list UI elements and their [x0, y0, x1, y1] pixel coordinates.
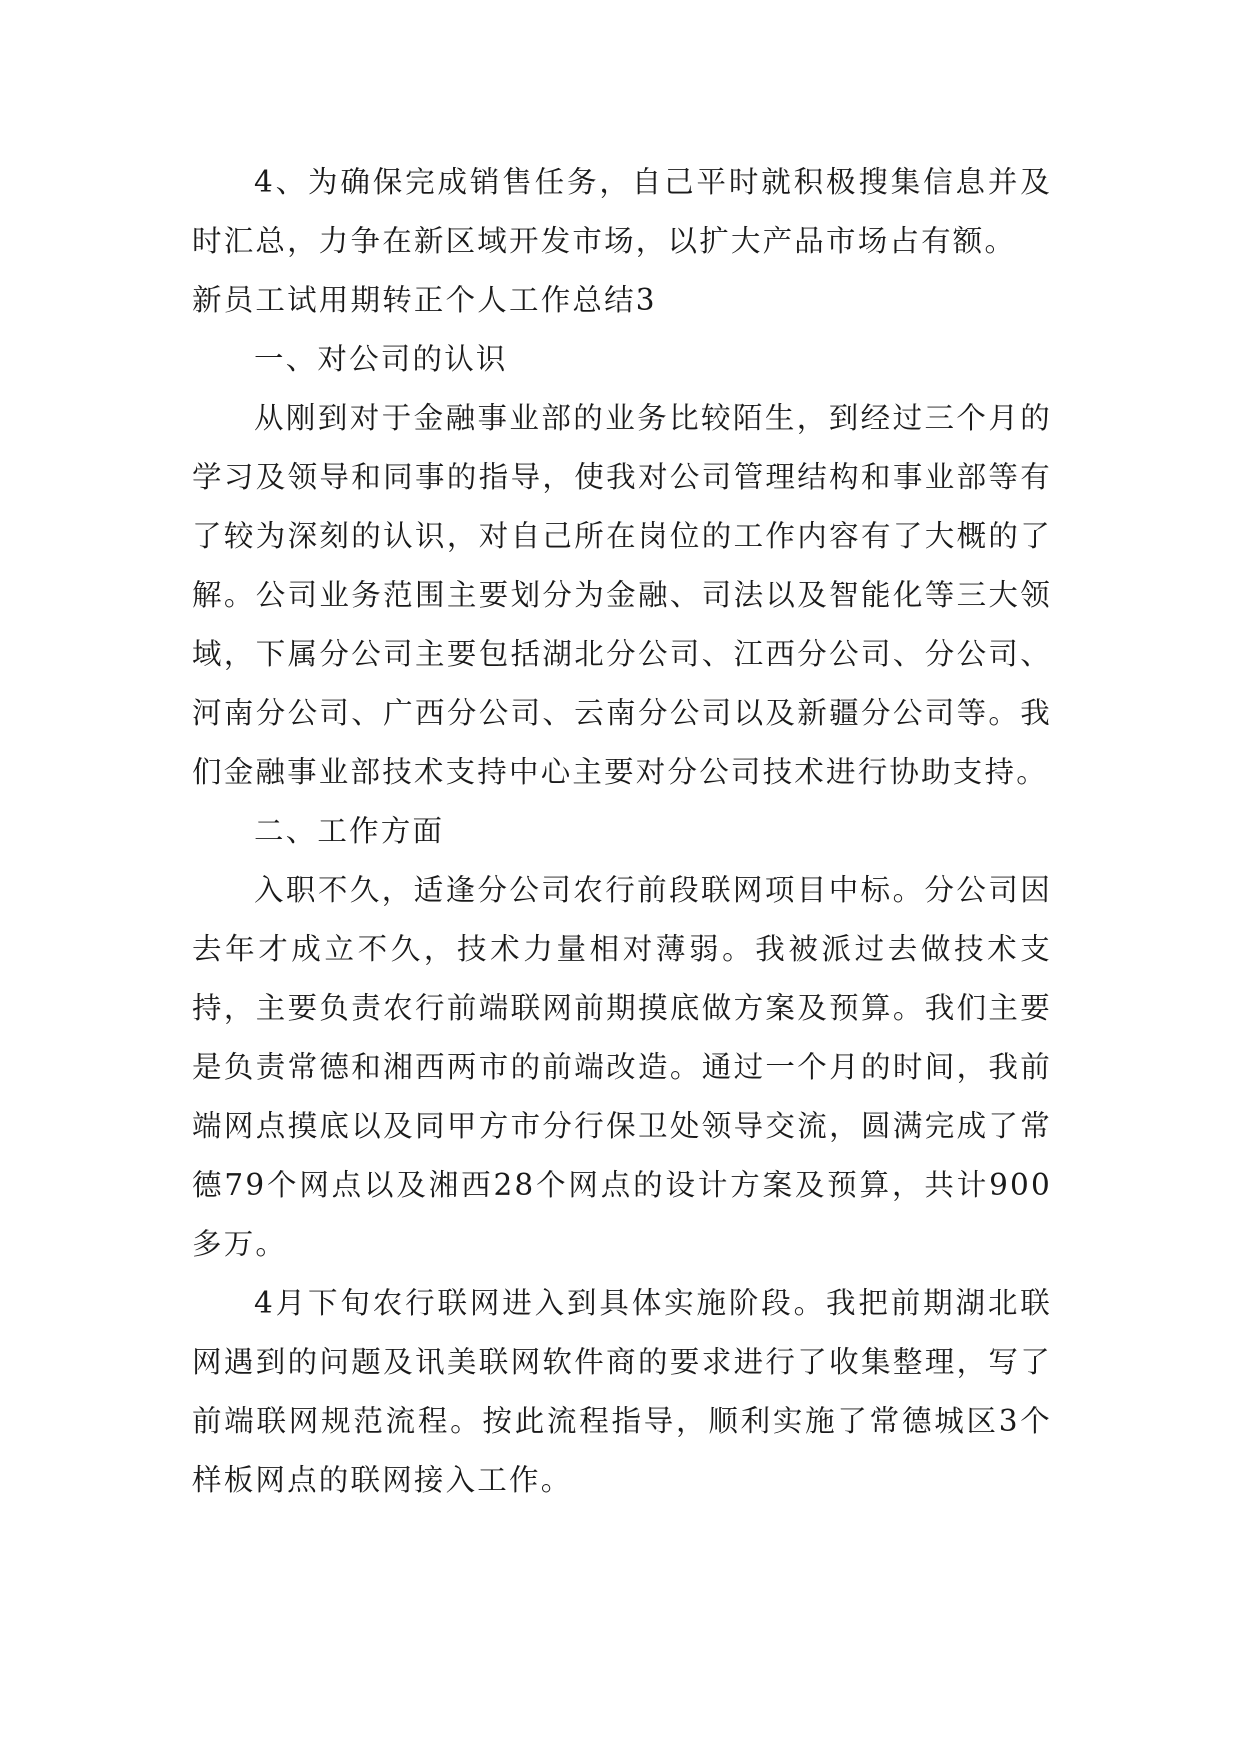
- paragraph-sales-task: 4、为确保完成销售任务，自己平时就积极搜集信息并及时汇总，力争在新区域开发市场，以扩大产品市场占有额。: [192, 165, 1052, 258]
- section-title: 新员工试用期转正个人工作总结3: [192, 283, 657, 317]
- paragraph-work-project: 入职不久，适逢分公司农行前段联网项目中标。分公司因去年才成立不久，技术力量相对薄弱。我被派过去做技术支持，主要负责农行前端联网前期摸底做方案及预算。我们主要是负责常德和湘西两市的前端改造。通过一个月的时间，我前端网点摸底以及同甲方市分行保卫处领导交流，圆满完成了常德79个网点以及湘西28个网点的设计方案及预算，共计900多万。: [192, 873, 1052, 1261]
- heading-company-understanding: 一、对公司的认识: [254, 342, 508, 376]
- paragraph-company-understanding: 从刚到对于金融事业部的业务比较陌生，到经过三个月的学习及领导和同事的指导，使我对公司管理结构和事业部等有了较为深刻的认识，对自己所在岗位的工作内容有了大概的了解。公司业务范围主要划分为金融、司法以及智能化等三大领域，下属分公司主要包括湖北分公司、江西分公司、分公司、河南分公司、广西分公司、云南分公司以及新疆分公司等。我们金融事业部技术支持中心主要对分公司技术进行协助支持。: [192, 401, 1052, 789]
- document-body: [192, 153, 1052, 1510]
- heading-work-aspects: 二、工作方面: [254, 814, 445, 848]
- paragraph-work-implementation: 4月下旬农行联网进入到具体实施阶段。我把前期湖北联网遇到的问题及讯美联网软件商的要求进行了收集整理，写了前端联网规范流程。按此流程指导，顺利实施了常德城区3个样板网点的联网接入工作。: [192, 1286, 1052, 1497]
